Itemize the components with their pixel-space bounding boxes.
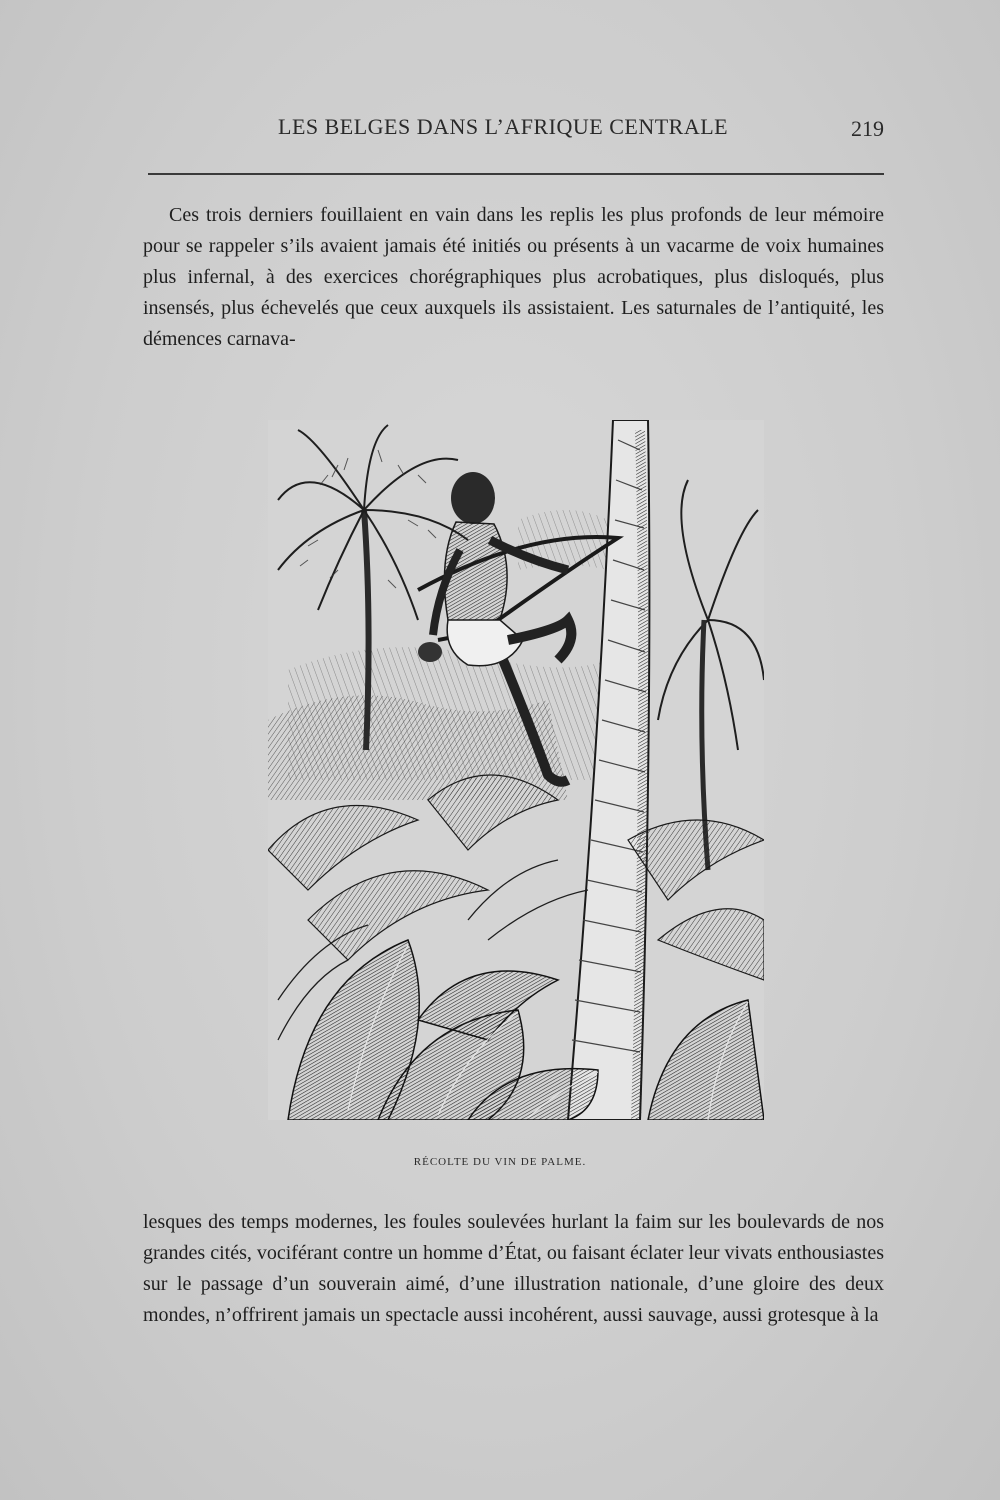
running-head (148, 114, 888, 144)
paragraph-bottom (143, 1207, 884, 1331)
header-rule (148, 173, 884, 175)
page-number: 219 (851, 116, 884, 141)
running-head-title: LES BELGES DANS L’AFRIQUE CENTRALE (278, 114, 729, 139)
paragraph-bottom-text: lesques des temps modernes, les foules soulevées hurlant la faim sur les boulevards de nos grandes cités, vociférant contre un homme d’État, ou faisant éclater leur vivats enthousiastes sur le passage d’un souverain aimé, d’une illustration nationale, d’une gloire des deux mondes, n’offrirent jamais un spectacle aussi incohérent, aussi sauvage, aussi grotesque à la (143, 1211, 884, 1326)
paragraph-top-text: Ces trois derniers fouillaient en vain dans les replis les plus profonds de leur mémoire pour se rappeler s’ils avaient jamais été initiés ou présents à un vacarme de voix humaines plus infernal, à des exercices chorégraphiques plus acrobatiques, plus disloqués, plus insensés, plus échevelés que ceux auxquels ils assistaient. Les saturnales de l’antiquité, les démences carnava- (143, 204, 884, 350)
figure-caption: RÉCOLTE DU VIN DE PALME. (413, 1156, 587, 1168)
paragraph-top (143, 200, 884, 355)
engraving-illustration (268, 420, 764, 1120)
